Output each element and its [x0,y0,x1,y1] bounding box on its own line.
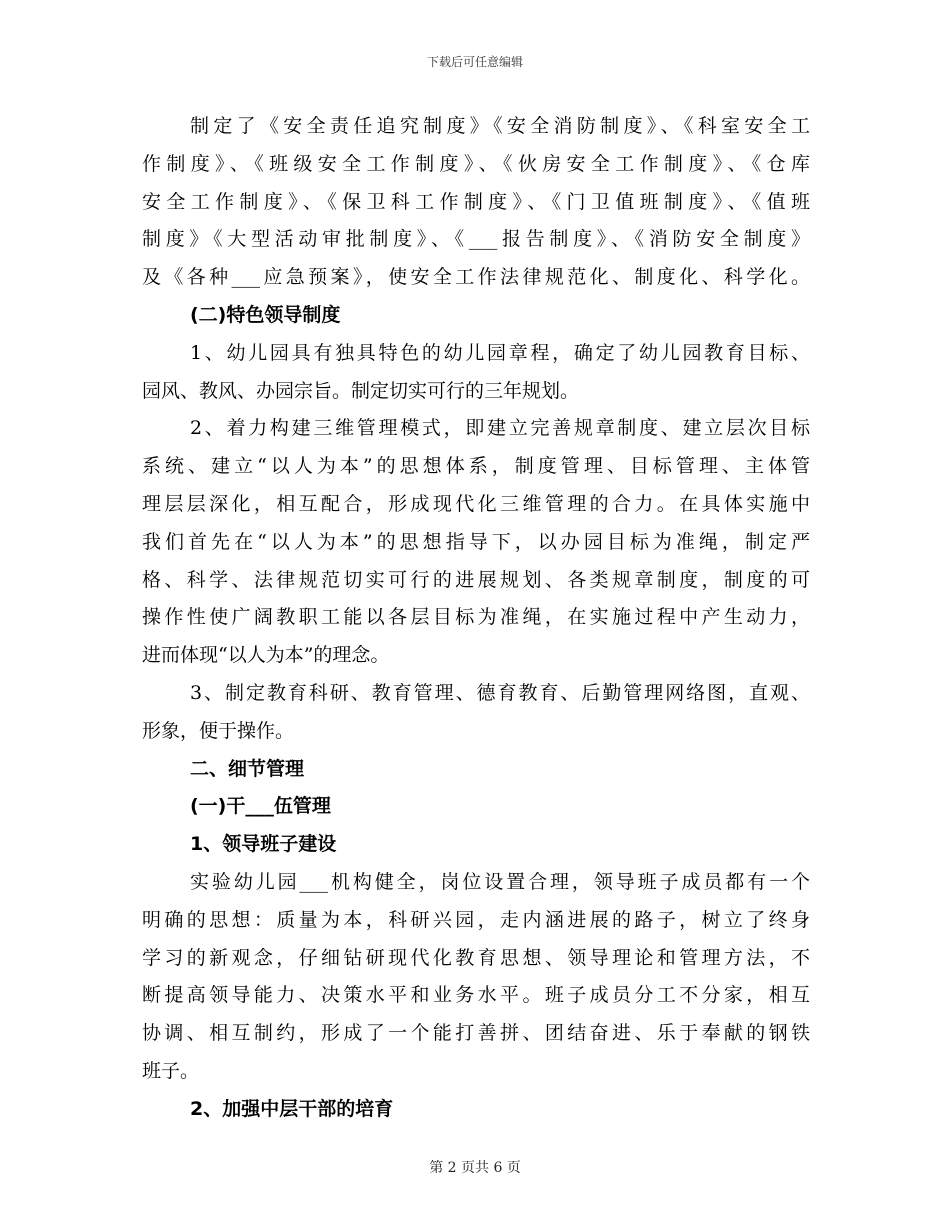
text-line: 作制度》、《班级安全工作制度》、《伙房安全工作制度》、《仓库 [142,152,810,175]
text-line: 2、着力构建三维管理模式，即建立完善规章制度、建立层次目标 [190,417,810,440]
text-line: 进而体现“以人为本”的理念。 [142,644,390,667]
section-heading: (二)特色领导制度 [190,303,341,326]
text-line: 制定了《安全责任追究制度》《安全消防制度》、《科室安全工 [190,115,810,137]
section-heading: 二、细节管理 [190,757,305,780]
page-footer: 第 2 页共 6 页 [429,1160,521,1176]
text-line: 班子。 [142,1059,200,1082]
text-line: 理层层深化，相互配合，形成现代化三维管理的合力。在具体实施中 [142,492,810,515]
text-line: 3、制定教育科研、教育管理、德育教育、后勤管理网络图，直观、 [190,681,810,704]
text-line: 实验幼儿园___机构健全，岗位设置合理，领导班子成员都有一个 [190,870,810,893]
text-line: 学习的新观念，仔细钻研现代化教育思想、领导理论和管理方法，不 [142,946,810,969]
section-heading: 1、领导班子建设 [190,833,337,856]
section-heading: (一)干___伍管理 [190,795,331,818]
document-body [142,108,810,1129]
text-line: 安全工作制度》、《保卫科工作制度》、《门卫值班制度》、《值班 [142,190,810,213]
text-line: 及《各种___应急预案》，使安全工作法律规范化、制度化、科学化。 [142,266,810,289]
text-line: 系统、建立“以人为本”的思想体系，制度管理、目标管理、主体管 [142,455,810,478]
text-line: 明确的思想：质量为本，科研兴园，走内涵进展的路子，树立了终身 [142,908,810,931]
section-heading: 2、加强中层干部的培育 [190,1097,394,1120]
text-line: 制度》《大型活动审批制度》、《___报告制度》、《消防安全制度》 [142,228,810,251]
page-header: 下载后可任意编辑 [426,55,523,69]
text-line: 园风、教风、办园宗旨。制定切实可行的三年规划。 [142,379,580,402]
text-line: 形象，便于操作。 [142,719,295,742]
text-line: 1、幼儿园具有独具特色的幼儿园章程，确定了幼儿园教育目标、 [190,341,810,364]
text-line: 操作性使广阔教职工能以各层目标为准绳，在实施过程中产生动力， [142,606,810,629]
text-line: 断提高领导能力、决策水平和业务水平。班子成员分工不分家，相互 [142,984,810,1007]
text-line: 格、科学、法律规范切实可行的进展规划、各类规章制度，制度的可 [142,568,810,591]
text-line: 协调、相互制约，形成了一个能打善拼、团结奋进、乐于奉献的钢铁 [142,1022,810,1045]
text-line: 我们首先在“以人为本”的思想指导下，以办园目标为准绳，制定严 [142,530,810,553]
